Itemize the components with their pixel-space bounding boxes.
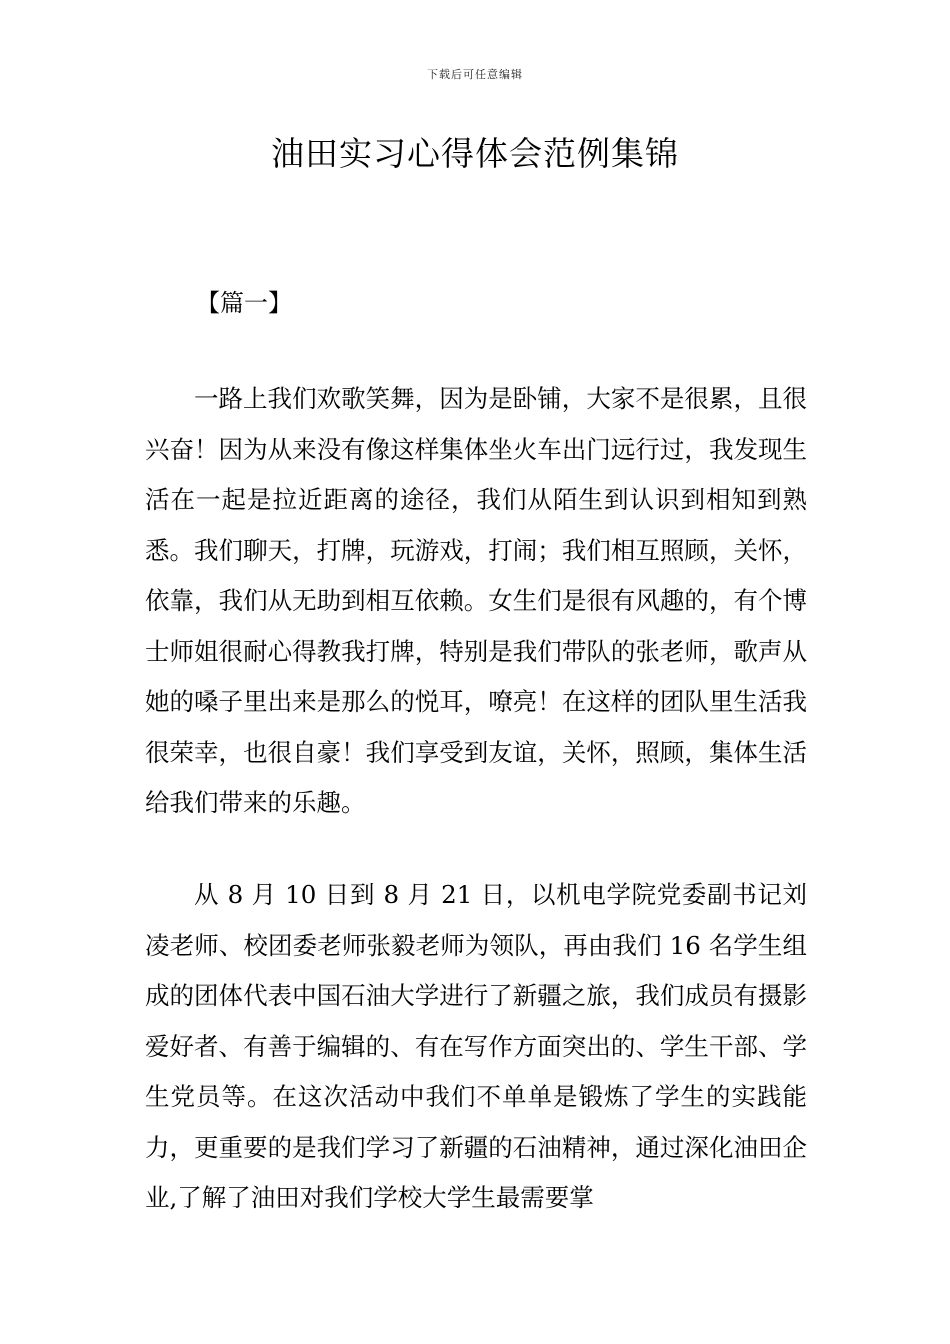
body-paragraph-2: 从 8 月 10 日到 8 月 21 日，以机电学院党委副书记刘凌老师、校团委老师张毅老师为领队，再由我们 16 名学生组成的团体代表中国石油大学进行了新疆之旅，我们成员有摄影爱好者、有善于编辑的、有在写作方面突出的、学生干部、学生党员等。在这次活动中我们不单单是锻炼了学生的实践能力，更重要的是我们学习了新疆的石油精神，通过深化油田企业,了解了油田对我们学校大学生最需要掌	[145, 880, 807, 1212]
section-heading: 【篇一】	[196, 289, 292, 317]
body-paragraph-1: 一路上我们欢歌笑舞，因为是卧铺，大家不是很累，且很兴奋！因为从来没有像这样集体坐火车出门远行过，我发现生活在一起是拉近距离的途径，我们从陌生到认识到相知到熟悉。我们聊天，打牌，玩游戏，打闹；我们相互照顾，关怀，依靠，我们从无助到相互依赖。女生们是很有风趣的，有个博士师姐很耐心得教我打牌，特别是我们带队的张老师，歌声从她的嗓子里出来是那么的悦耳，嘹亮！在这样的团队里生活我很荣幸，也很自豪！我们享受到友谊，关怀，照顾，集体生活给我们带来的乐趣。	[145, 384, 807, 817]
header-note: 下载后可任意编辑	[427, 68, 523, 81]
document-title: 油田实习心得体会范例集锦	[271, 134, 679, 173]
